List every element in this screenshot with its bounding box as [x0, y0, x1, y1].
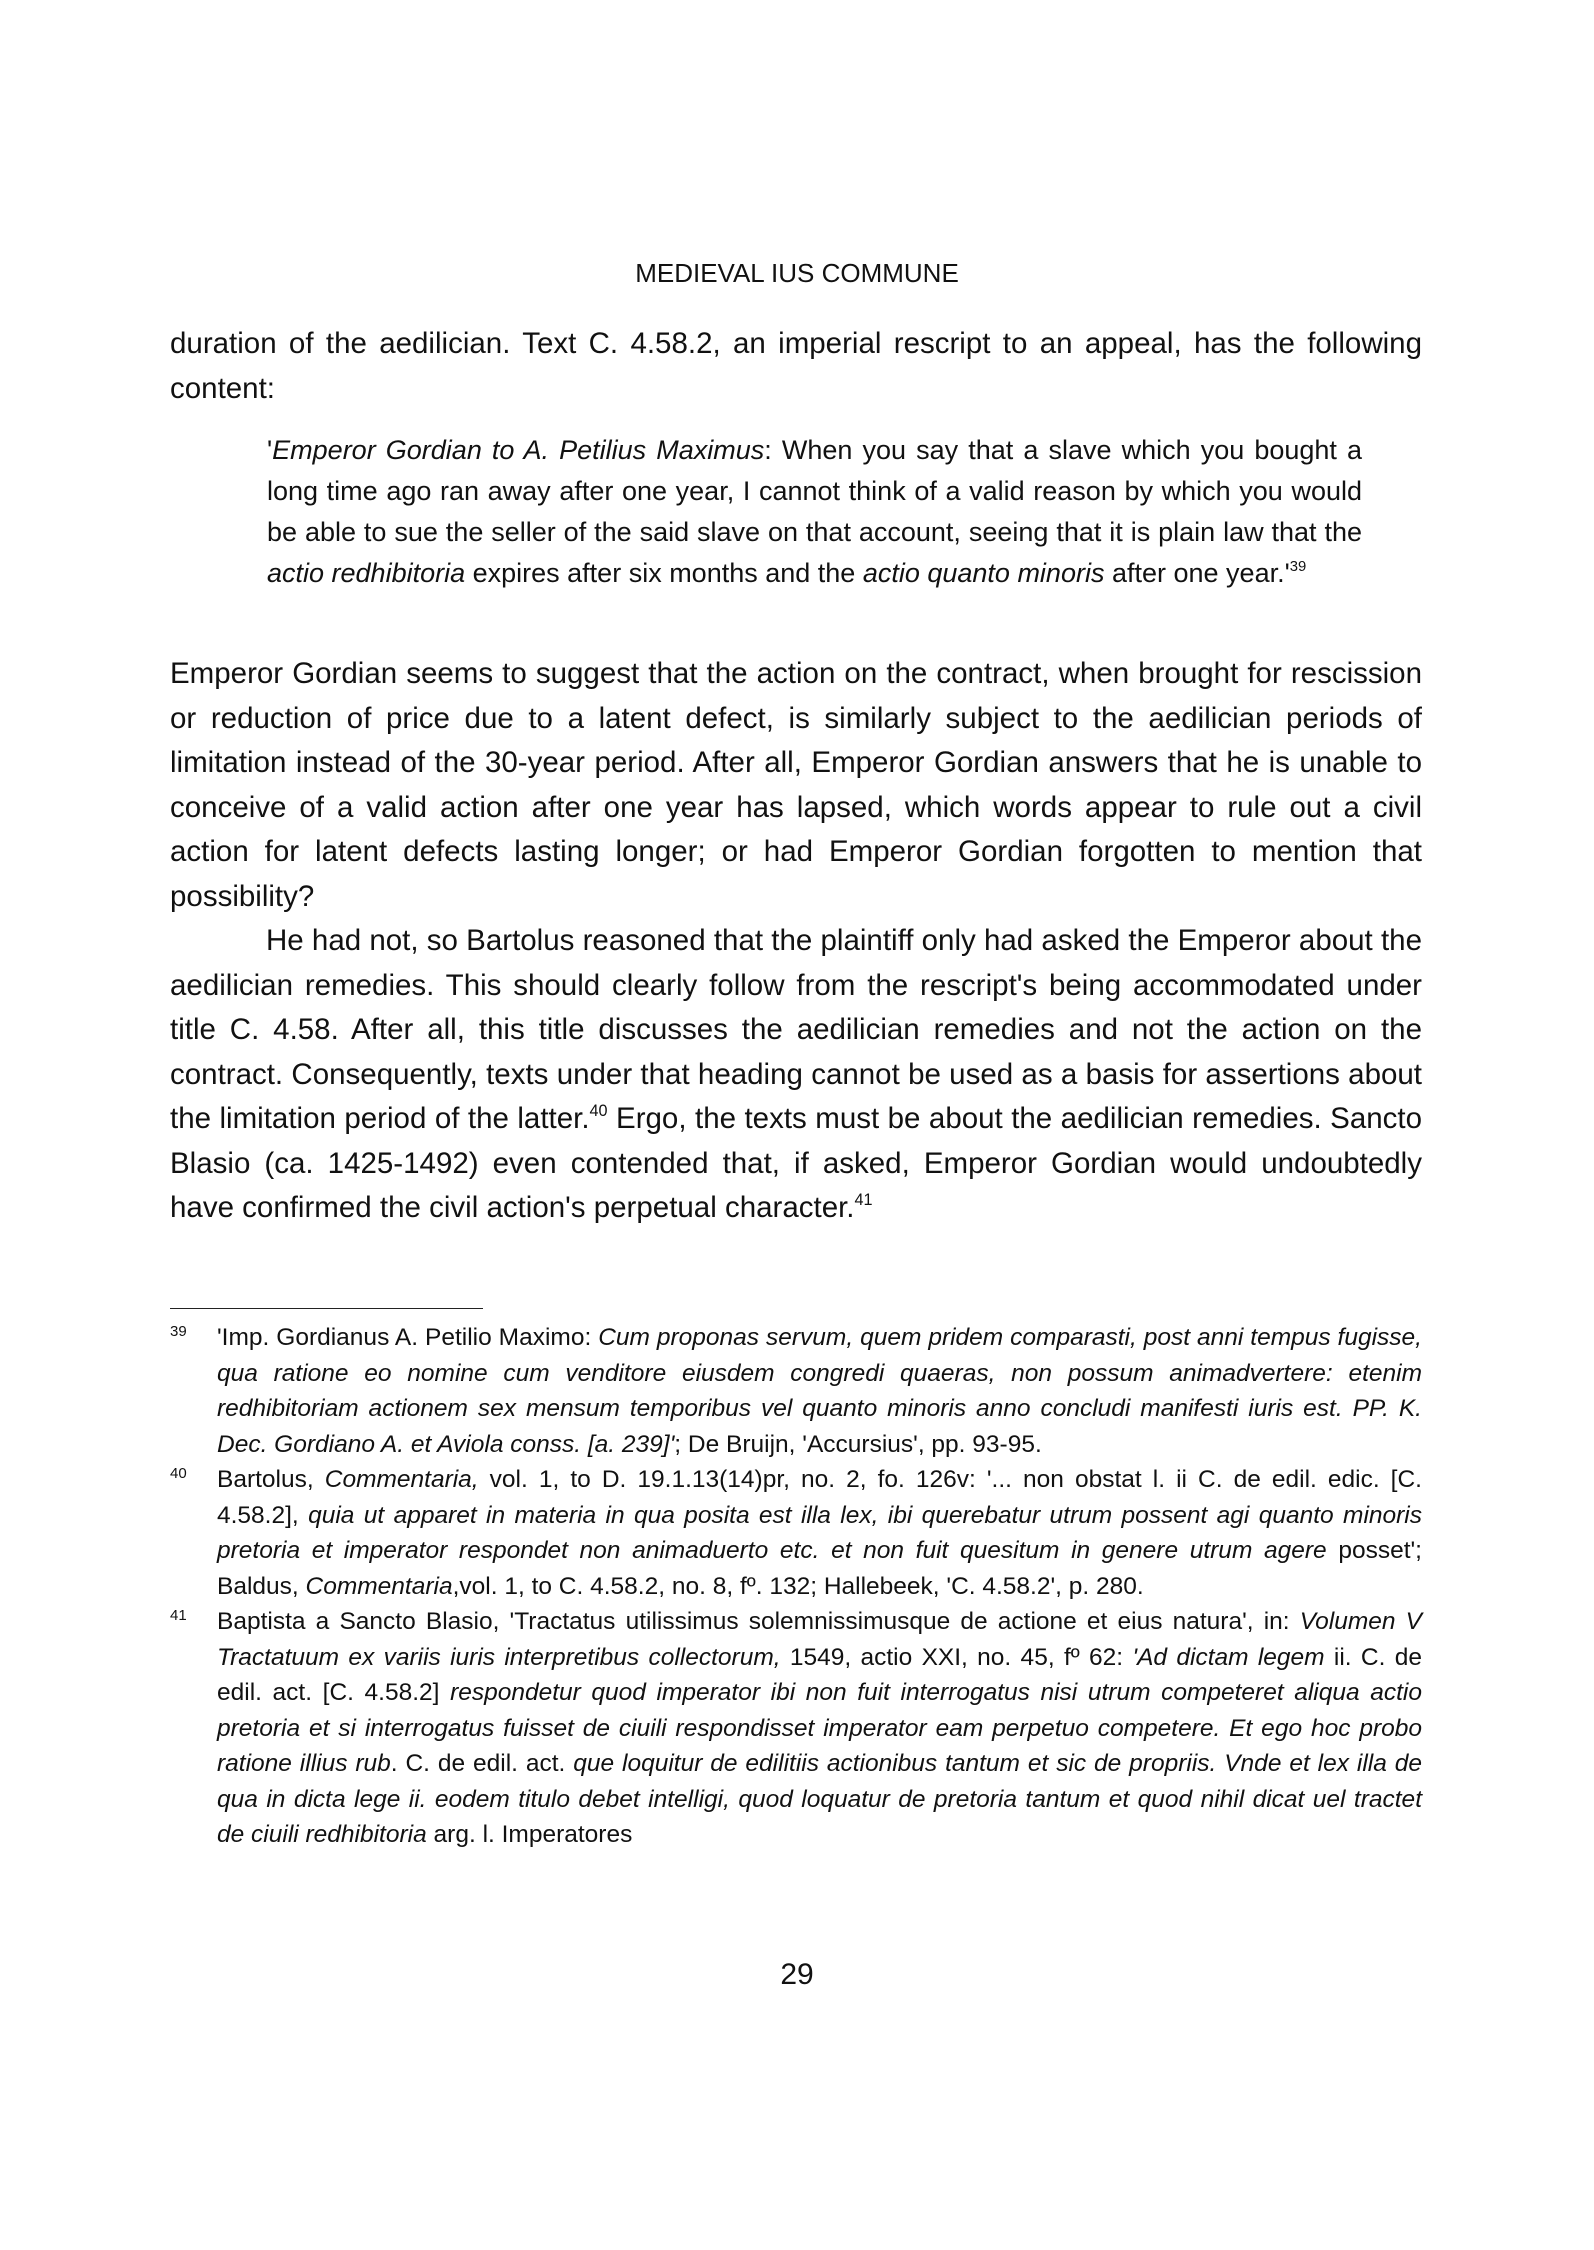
- footnote-reference[interactable]: 41: [854, 1190, 873, 1209]
- running-header: MEDIEVAL IUS COMMUNE: [635, 258, 959, 288]
- footnote-number: 41: [170, 1607, 187, 1624]
- footnote-number: 39: [170, 1323, 187, 1340]
- text-run: Ergo, the texts must be about the aedilician remedies. Sancto Blasio (ca. 1425-1492) even contended that, if asked, Emperor Gordian would undoubtedly have confirmed the civil action's perpetual character.: [170, 1102, 1422, 1224]
- paragraph-3: [170, 919, 1422, 1231]
- paragraph-2: [170, 652, 1422, 919]
- italic-text: actio redhibitoria: [267, 558, 466, 588]
- footnote-39: [170, 1320, 1422, 1462]
- footnote-40: [170, 1462, 1422, 1604]
- text-run: expires after six months and the: [465, 558, 863, 588]
- text-run: 'Imp. Gordianus A. Petilio Maximo:: [217, 1324, 599, 1351]
- italic-text: Cum proponas servum, quem pridem comparasti, post anni tempus fugisse, qua ratione eo nomine cum venditore eiusdem congredi quaeras, non possum animadvertere: etenim redhibitoriam actionem sex mensum temporibus vel quanto minoris anno concludi manifesti iuris est. PP. K. Dec. Gordiano A. et Aviola conss. [a. 239]': [217, 1324, 1422, 1458]
- text-run: duration of the aedilician. Text C. 4.58.2, an imperial rescript to an appeal, has the following content:: [170, 327, 1422, 405]
- text-run: ,vol. 1, to C. 4.58.2, no. 8, fº. 132; Hallebeek, 'C. 4.58.2', p. 280.: [452, 1572, 1144, 1600]
- text-run: Baptista a Sancto Blasio, 'Tractatus utilissimus solemnissimusque de actione et eius natura', in:: [217, 1608, 1300, 1635]
- italic-text: Commentaria,: [324, 1466, 479, 1493]
- text-run: 1549, actio XXI, no. 45, fº 62:: [780, 1643, 1133, 1671]
- footnote-reference[interactable]: 40: [589, 1101, 608, 1120]
- footnote-text: [217, 1608, 1422, 1848]
- footnote-number: 40: [170, 1465, 187, 1482]
- block-quote: [267, 430, 1362, 594]
- text-run: : When you say that a slave which you bought a long time ago ran away after one year, I cannot think of a valid reason by which you would be able to sue the seller of the said slave on that account, seeing that it is plain law that the: [267, 435, 1363, 547]
- italic-text: Emperor Gordian to A. Petilius Maximus: [272, 435, 765, 465]
- italic-text: respondetur quod imperator ibi non fuit interrogatus nisi utrum competeret aliqua actio pretoria et si interrogatus fuisset de ciuili respondisset imperator eam perpetuo competere. Et ego hoc probo ratione illius rub: [217, 1679, 1422, 1777]
- text-run: posset'; Baldus,: [217, 1537, 1422, 1600]
- footnote-text: [217, 1324, 1422, 1458]
- text-run: vol. 1, to D. 19.1.13(14)pr, no. 2, fo. 126v: '... non obstat l. ii C. de edil. edic. [C. 4.58.2],: [217, 1466, 1422, 1529]
- page-number: 29: [780, 1958, 814, 1991]
- paragraph-1: [170, 322, 1422, 411]
- italic-text: actio quanto minoris: [862, 558, 1105, 588]
- footnotes: [170, 1320, 1422, 1853]
- text-run: after one year.': [1104, 558, 1290, 588]
- footnote-41: [170, 1604, 1422, 1853]
- footnote-reference[interactable]: 39: [1289, 558, 1307, 575]
- text-run: . C. de edil. act.: [390, 1750, 574, 1777]
- text-run: Emperor Gordian seems to suggest that the action on the contract, when brought for rescission or reduction of price due to a latent defect, is similarly subject to the aedilician periods of limitation instead of the 30-year period. After all, Emperor Gordian answers that he is unable to conceive of a valid action after one year has lapsed, which words appear to rule out a civil action for latent defects lasting longer; or had Emperor Gordian forgotten to mention that possibility?: [170, 657, 1422, 913]
- italic-text: 'Ad dictam legem: [1132, 1643, 1325, 1671]
- italic-text: Commentaria: [305, 1572, 453, 1600]
- footnote-text: [217, 1466, 1422, 1600]
- text-run: arg. l. Imperatores: [426, 1821, 633, 1848]
- footnote-separator: [170, 1308, 483, 1309]
- text-run: ; De Bruijn, 'Accursius', pp. 93-95.: [674, 1430, 1042, 1458]
- italic-text: Volumen V Tractatuum ex variis iuris interpretibus collectorum,: [217, 1608, 1423, 1671]
- text-run: ii. C. de edil. act. [C. 4.58.2]: [217, 1643, 1422, 1706]
- italic-text: quia ut apparet in materia in qua posita est illa lex, ibi querebatur utrum possent agi quanto minoris pretoria et imperator respondet non animaduerto etc. et non fuit quesitum in genere utrum agere: [217, 1501, 1422, 1564]
- text-run: ': [267, 435, 273, 465]
- italic-text: que loquitur de edilitiis actionibus tantum et sic de propriis. Vnde et lex illa de qua in dicta lege ii. eodem titulo debet intelligi, quod loquatur de pretoria tantum et quod nihil dicat uel tractet de ciuili redhibitoria: [217, 1750, 1422, 1848]
- text-run: He had not, so Bartolus reasoned that the plaintiff only had asked the Emperor about the aedilician remedies. This should clearly follow from the rescript's being accommodated under title C. 4.58. After all, this title discusses the aedilician remedies and not the action on the contract. Consequently, texts under that heading cannot be used as a basis for assertions about the limitation period of the latter.: [170, 924, 1422, 1135]
- text-run: Bartolus,: [217, 1466, 325, 1493]
